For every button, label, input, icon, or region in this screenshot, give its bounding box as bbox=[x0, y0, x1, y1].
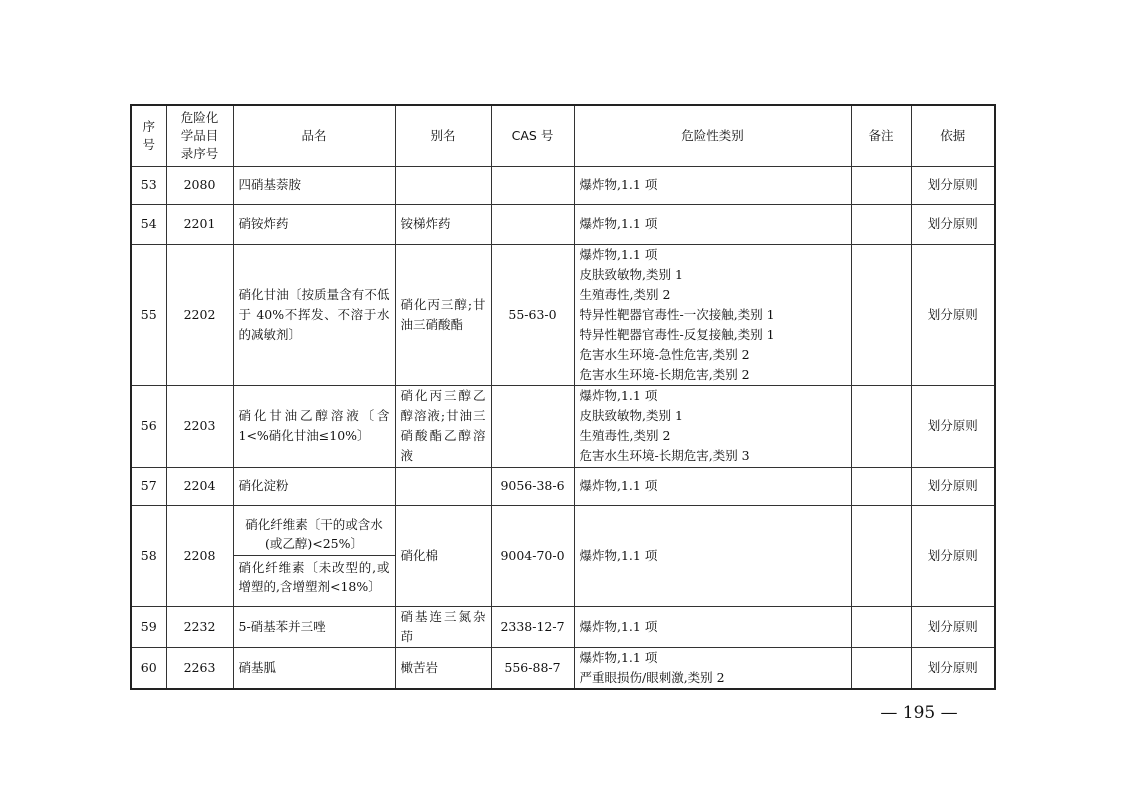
cell-alias: 硝化丙三醇乙醇溶液;甘油三硝酸酯乙醇溶液 bbox=[395, 385, 491, 467]
header-alias: 别名 bbox=[395, 105, 491, 166]
table-row bbox=[131, 385, 995, 467]
table-row bbox=[131, 606, 995, 647]
cell-cas: 9056-38-6 bbox=[491, 467, 574, 505]
cell-alias: 硝基连三氮杂茚 bbox=[395, 606, 491, 647]
cell-name: 硝化淀粉 bbox=[233, 467, 395, 505]
cell-cas: 55-63-0 bbox=[491, 244, 574, 385]
cell-basis: 划分原则 bbox=[911, 467, 995, 505]
cell-basis: 划分原则 bbox=[911, 166, 995, 204]
cell-basis: 划分原则 bbox=[911, 244, 995, 385]
cell-name: 硝化甘油乙醇溶液〔含 1<%硝化甘油≤10%〕 bbox=[233, 385, 395, 467]
header-name: 品名 bbox=[233, 105, 395, 166]
cell-basis: 划分原则 bbox=[911, 647, 995, 689]
cell-alias bbox=[395, 467, 491, 505]
cell-alias: 铵梯炸药 bbox=[395, 204, 491, 244]
cell-note bbox=[851, 166, 911, 204]
cell-hazard: 爆炸物,1.1 项 bbox=[574, 166, 851, 204]
cell-catalog-no: 2202 bbox=[166, 244, 233, 385]
table-row bbox=[131, 166, 995, 204]
cell-note bbox=[851, 385, 911, 467]
header-note: 备注 bbox=[851, 105, 911, 166]
cell-seq: 60 bbox=[131, 647, 166, 689]
cell-note bbox=[851, 505, 911, 606]
cell-basis: 划分原则 bbox=[911, 385, 995, 467]
cell-seq: 53 bbox=[131, 166, 166, 204]
cell-alias: 橄苦岩 bbox=[395, 647, 491, 689]
table-row bbox=[131, 505, 995, 606]
cell-cas: 556-88-7 bbox=[491, 647, 574, 689]
header-seq: 序号 bbox=[131, 105, 166, 166]
cell-note bbox=[851, 204, 911, 244]
cell-alias: 硝化棉 bbox=[395, 505, 491, 606]
cell-catalog-no: 2080 bbox=[166, 166, 233, 204]
cell-basis: 划分原则 bbox=[911, 606, 995, 647]
cell-hazard: 爆炸物,1.1 项 皮肤致敏物,类别 1 生殖毒性,类别 2 危害水生环境-长期危害,类别 3 bbox=[574, 385, 851, 467]
table-row bbox=[131, 244, 995, 385]
table-row bbox=[131, 467, 995, 505]
cell-note bbox=[851, 244, 911, 385]
header-cas: CAS 号 bbox=[491, 105, 574, 166]
cell-seq: 54 bbox=[131, 204, 166, 244]
cell-hazard: 爆炸物,1.1 项 bbox=[574, 467, 851, 505]
hazardous-chemicals-table bbox=[130, 104, 996, 690]
cell-name: 5-硝基苯并三唑 bbox=[233, 606, 395, 647]
cell-note bbox=[851, 647, 911, 689]
cell-alias bbox=[395, 166, 491, 204]
cell-catalog-no: 2204 bbox=[166, 467, 233, 505]
cell-note bbox=[851, 467, 911, 505]
cell-cas: 2338-12-7 bbox=[491, 606, 574, 647]
table-row bbox=[131, 647, 995, 689]
cell-basis: 划分原则 bbox=[911, 204, 995, 244]
cell-seq: 59 bbox=[131, 606, 166, 647]
cell-name: 硝铵炸药 bbox=[233, 204, 395, 244]
cell-cas bbox=[491, 166, 574, 204]
cell-basis: 划分原则 bbox=[911, 505, 995, 606]
header-hazard: 危险性类别 bbox=[574, 105, 851, 166]
name-part-dry: 硝化纤维素〔干的或含水(或乙醇)<25%〕 bbox=[245, 517, 383, 551]
cell-hazard: 爆炸物,1.1 项 严重眼损伤/眼刺激,类别 2 bbox=[574, 647, 851, 689]
page-number: — 195 — bbox=[880, 703, 958, 723]
cell-catalog-no: 2263 bbox=[166, 647, 233, 689]
cell-cas bbox=[491, 204, 574, 244]
cell-seq: 57 bbox=[131, 467, 166, 505]
cell-cas bbox=[491, 385, 574, 467]
cell-hazard: 爆炸物,1.1 项 bbox=[574, 505, 851, 606]
cell-cas: 9004-70-0 bbox=[491, 505, 574, 606]
name-part-unmodified: 硝化纤维素〔未改型的,或增塑的,含增塑剂<18%〕 bbox=[234, 555, 395, 598]
cell-hazard: 爆炸物,1.1 项 bbox=[574, 204, 851, 244]
header-row bbox=[131, 105, 995, 166]
cell-hazard: 爆炸物,1.1 项 皮肤致敏物,类别 1 生殖毒性,类别 2 特异性靶器官毒性-一次接触,类别 1 特异性靶器官毒性-反复接触,类别 1 危害水生环境-急性危害,类别 2 危害水生环境-长期危害,类别 2 bbox=[574, 244, 851, 385]
cell-note bbox=[851, 606, 911, 647]
cell-name: 硝化甘油〔按质量含有不低于 40%不挥发、不溶于水的减敏剂〕 bbox=[233, 244, 395, 385]
cell-catalog-no: 2201 bbox=[166, 204, 233, 244]
cell-hazard: 爆炸物,1.1 项 bbox=[574, 606, 851, 647]
cell-alias: 硝化丙三醇;甘油三硝酸酯 bbox=[395, 244, 491, 385]
cell-seq: 55 bbox=[131, 244, 166, 385]
table-row bbox=[131, 204, 995, 244]
cell-name: 硝基胍 bbox=[233, 647, 395, 689]
cell-name: 四硝基萘胺 bbox=[233, 166, 395, 204]
cell-seq: 58 bbox=[131, 505, 166, 606]
header-catalog-no: 危险化学品目录序号 bbox=[166, 105, 233, 166]
cell-seq: 56 bbox=[131, 385, 166, 467]
cell-catalog-no: 2208 bbox=[166, 505, 233, 606]
cell-catalog-no: 2203 bbox=[166, 385, 233, 467]
cell-name bbox=[233, 505, 395, 606]
cell-catalog-no: 2232 bbox=[166, 606, 233, 647]
header-basis: 依据 bbox=[911, 105, 995, 166]
